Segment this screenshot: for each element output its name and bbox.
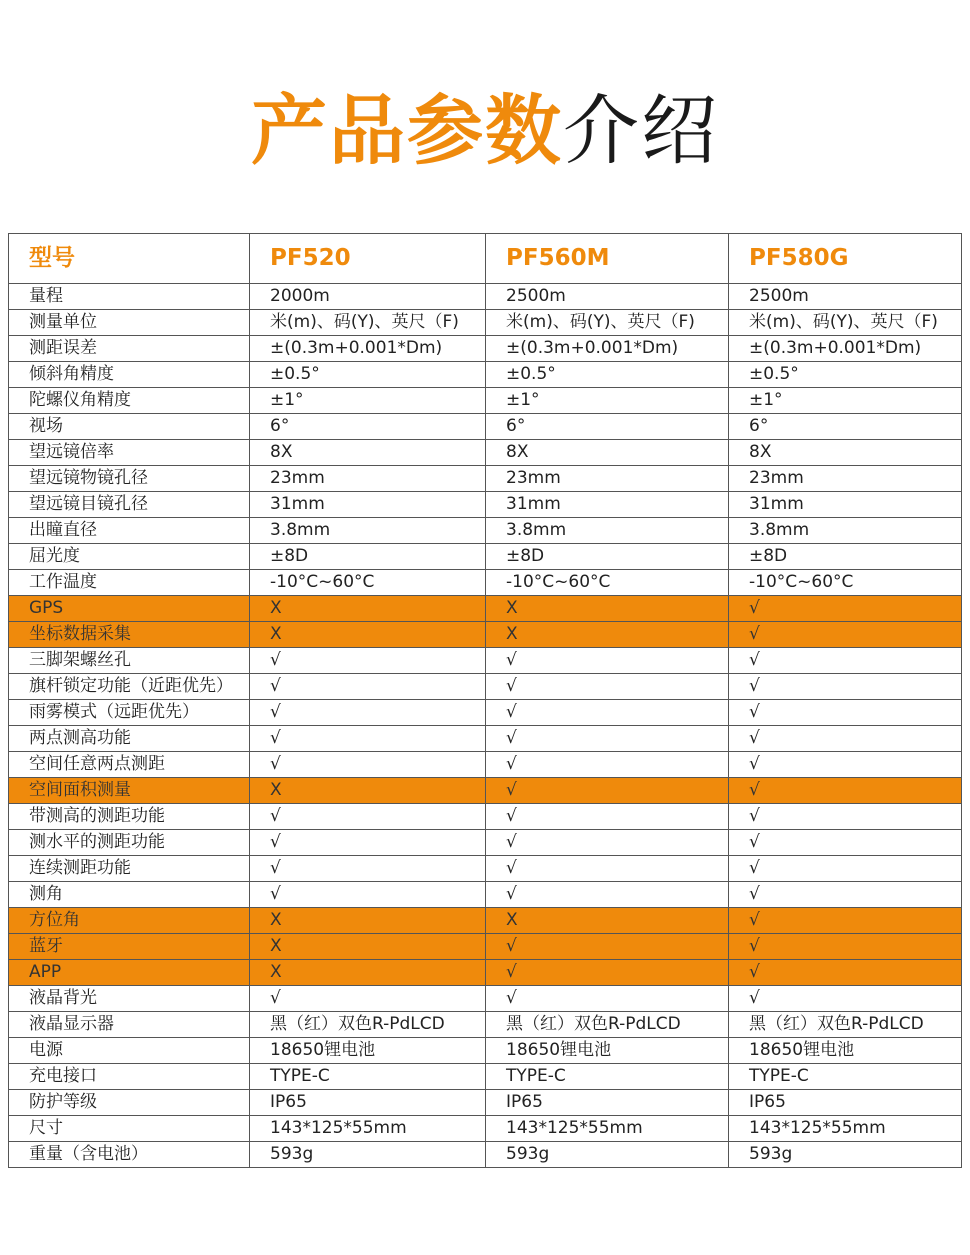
row-label-cell: 重量（含电池） (9, 1142, 250, 1168)
table-row (9, 986, 962, 1012)
row-value-cell: 2500m (486, 284, 729, 310)
row-value-cell: X (250, 908, 486, 934)
table-row (9, 934, 962, 960)
row-value-cell: √ (486, 960, 729, 986)
row-label-cell: 量程 (9, 284, 250, 310)
row-value-cell: ±0.5° (250, 362, 486, 388)
header-cell-model: PF580G (729, 234, 962, 284)
spec-table (8, 233, 962, 1168)
row-value-cell: 8X (250, 440, 486, 466)
row-value-cell: √ (486, 778, 729, 804)
row-value-cell: √ (729, 752, 962, 778)
row-value-cell: 143*125*55mm (250, 1116, 486, 1142)
row-value-cell: √ (729, 804, 962, 830)
row-value-cell: √ (486, 700, 729, 726)
row-value-cell: ±8D (486, 544, 729, 570)
table-row (9, 414, 962, 440)
row-label-cell: 空间任意两点测距 (9, 752, 250, 778)
row-value-cell: √ (250, 804, 486, 830)
table-row (9, 804, 962, 830)
row-label-cell: 液晶显示器 (9, 1012, 250, 1038)
row-value-cell: √ (250, 752, 486, 778)
row-value-cell: √ (250, 674, 486, 700)
table-row (9, 1142, 962, 1168)
spec-table-body (9, 234, 962, 1168)
row-value-cell: ±(0.3m+0.001*Dm) (250, 336, 486, 362)
header-cell-label: 型号 (9, 234, 250, 284)
row-value-cell: ±(0.3m+0.001*Dm) (486, 336, 729, 362)
table-row (9, 700, 962, 726)
row-label-cell: GPS (9, 596, 250, 622)
row-value-cell: IP65 (729, 1090, 962, 1116)
table-row (9, 856, 962, 882)
table-row (9, 726, 962, 752)
row-label-cell: 陀螺仪角精度 (9, 388, 250, 414)
table-row (9, 908, 962, 934)
row-label-cell: 连续测距功能 (9, 856, 250, 882)
row-value-cell: √ (486, 830, 729, 856)
row-value-cell: 2500m (729, 284, 962, 310)
row-value-cell: √ (729, 700, 962, 726)
row-value-cell: √ (250, 986, 486, 1012)
table-header-row (9, 234, 962, 284)
row-value-cell: 米(m)、码(Y)、英尺（F) (250, 310, 486, 336)
row-label-cell: 空间面积测量 (9, 778, 250, 804)
row-value-cell: -10°C~60°C (729, 570, 962, 596)
row-value-cell: √ (250, 648, 486, 674)
row-value-cell: 18650锂电池 (486, 1038, 729, 1064)
row-value-cell: ±1° (250, 388, 486, 414)
row-label-cell: 望远镜目镜孔径 (9, 492, 250, 518)
row-label-cell: 测距误差 (9, 336, 250, 362)
row-value-cell: √ (729, 986, 962, 1012)
row-label-cell: 方位角 (9, 908, 250, 934)
table-row (9, 310, 962, 336)
table-row (9, 440, 962, 466)
row-value-cell: IP65 (250, 1090, 486, 1116)
page-title-accent: 产品参数 (251, 86, 563, 175)
row-value-cell: 31mm (250, 492, 486, 518)
row-value-cell: ±0.5° (486, 362, 729, 388)
table-row (9, 1012, 962, 1038)
row-value-cell: √ (729, 856, 962, 882)
row-label-cell: 电源 (9, 1038, 250, 1064)
row-value-cell: 米(m)、码(Y)、英尺（F) (729, 310, 962, 336)
row-value-cell: √ (250, 882, 486, 908)
row-value-cell: IP65 (486, 1090, 729, 1116)
row-value-cell: √ (486, 856, 729, 882)
row-value-cell: √ (486, 804, 729, 830)
row-label-cell: 工作温度 (9, 570, 250, 596)
table-row (9, 518, 962, 544)
table-row (9, 596, 962, 622)
row-value-cell: √ (729, 830, 962, 856)
row-label-cell: 坐标数据采集 (9, 622, 250, 648)
row-value-cell: X (250, 778, 486, 804)
row-value-cell: √ (250, 726, 486, 752)
table-row (9, 778, 962, 804)
row-value-cell: √ (486, 648, 729, 674)
table-row (9, 388, 962, 414)
row-value-cell: √ (250, 700, 486, 726)
row-value-cell: √ (486, 674, 729, 700)
row-label-cell: 液晶背光 (9, 986, 250, 1012)
row-value-cell: 6° (729, 414, 962, 440)
row-value-cell: 143*125*55mm (729, 1116, 962, 1142)
header-cell-model: PF520 (250, 234, 486, 284)
table-row (9, 648, 962, 674)
table-row (9, 544, 962, 570)
table-row (9, 466, 962, 492)
row-label-cell: 充电接口 (9, 1064, 250, 1090)
row-label-cell: 屈光度 (9, 544, 250, 570)
row-value-cell: 23mm (250, 466, 486, 492)
row-value-cell: 593g (250, 1142, 486, 1168)
row-value-cell: 2000m (250, 284, 486, 310)
row-value-cell: √ (486, 726, 729, 752)
row-label-cell: 尺寸 (9, 1116, 250, 1142)
row-value-cell: 8X (486, 440, 729, 466)
row-value-cell: √ (729, 934, 962, 960)
row-value-cell: 143*125*55mm (486, 1116, 729, 1142)
row-label-cell: APP (9, 960, 250, 986)
table-row (9, 830, 962, 856)
row-value-cell: 23mm (486, 466, 729, 492)
row-value-cell: ±8D (729, 544, 962, 570)
row-value-cell: √ (729, 908, 962, 934)
row-label-cell: 防护等级 (9, 1090, 250, 1116)
row-value-cell: TYPE-C (729, 1064, 962, 1090)
row-value-cell: X (250, 960, 486, 986)
row-value-cell: 18650锂电池 (729, 1038, 962, 1064)
row-label-cell: 望远镜物镜孔径 (9, 466, 250, 492)
row-value-cell: X (486, 908, 729, 934)
row-label-cell: 出瞳直径 (9, 518, 250, 544)
page-title-rest: 介绍 (563, 86, 719, 175)
table-row (9, 1090, 962, 1116)
row-value-cell: 3.8mm (250, 518, 486, 544)
row-value-cell: √ (486, 986, 729, 1012)
row-value-cell: -10°C~60°C (486, 570, 729, 596)
row-value-cell: √ (729, 960, 962, 986)
table-row (9, 674, 962, 700)
row-value-cell: 31mm (486, 492, 729, 518)
row-label-cell: 望远镜倍率 (9, 440, 250, 466)
row-label-cell: 测水平的测距功能 (9, 830, 250, 856)
table-row (9, 1038, 962, 1064)
row-label-cell: 测角 (9, 882, 250, 908)
row-value-cell: ±8D (250, 544, 486, 570)
row-value-cell: ±0.5° (729, 362, 962, 388)
row-value-cell: √ (250, 830, 486, 856)
table-row (9, 752, 962, 778)
table-row (9, 882, 962, 908)
table-row (9, 492, 962, 518)
row-value-cell: X (250, 596, 486, 622)
row-label-cell: 带测高的测距功能 (9, 804, 250, 830)
table-row (9, 284, 962, 310)
row-value-cell: √ (250, 856, 486, 882)
row-value-cell: ±1° (729, 388, 962, 414)
row-value-cell: X (486, 596, 729, 622)
row-value-cell: √ (729, 778, 962, 804)
row-value-cell: √ (729, 674, 962, 700)
row-value-cell: √ (486, 882, 729, 908)
header-cell-model: PF560M (486, 234, 729, 284)
row-value-cell: √ (729, 882, 962, 908)
row-value-cell: 23mm (729, 466, 962, 492)
row-value-cell: 3.8mm (729, 518, 962, 544)
row-value-cell: 6° (486, 414, 729, 440)
row-value-cell: X (250, 934, 486, 960)
row-label-cell: 蓝牙 (9, 934, 250, 960)
table-row (9, 362, 962, 388)
table-row (9, 960, 962, 986)
row-label-cell: 三脚架螺丝孔 (9, 648, 250, 674)
row-value-cell: 米(m)、码(Y)、英尺（F) (486, 310, 729, 336)
row-label-cell: 两点测高功能 (9, 726, 250, 752)
row-value-cell: 黑（红）双色R-PdLCD (486, 1012, 729, 1038)
row-value-cell: √ (729, 726, 962, 752)
row-label-cell: 雨雾模式（远距优先） (9, 700, 250, 726)
row-value-cell: √ (729, 596, 962, 622)
table-row (9, 336, 962, 362)
page-title (0, 86, 970, 176)
row-value-cell: TYPE-C (486, 1064, 729, 1090)
row-value-cell: 黑（红）双色R-PdLCD (250, 1012, 486, 1038)
row-label-cell: 倾斜角精度 (9, 362, 250, 388)
row-value-cell: √ (486, 752, 729, 778)
row-value-cell: 31mm (729, 492, 962, 518)
table-row (9, 1116, 962, 1142)
row-value-cell: -10°C~60°C (250, 570, 486, 596)
row-label-cell: 旗杆锁定功能（近距优先） (9, 674, 250, 700)
row-value-cell: 3.8mm (486, 518, 729, 544)
row-value-cell: X (486, 622, 729, 648)
row-label-cell: 测量单位 (9, 310, 250, 336)
row-value-cell: 593g (486, 1142, 729, 1168)
row-value-cell: TYPE-C (250, 1064, 486, 1090)
row-value-cell: √ (729, 648, 962, 674)
row-value-cell: X (250, 622, 486, 648)
row-value-cell: ±1° (486, 388, 729, 414)
row-value-cell: 6° (250, 414, 486, 440)
row-label-cell: 视场 (9, 414, 250, 440)
row-value-cell: 18650锂电池 (250, 1038, 486, 1064)
table-row (9, 622, 962, 648)
row-value-cell: 8X (729, 440, 962, 466)
row-value-cell: 黑（红）双色R-PdLCD (729, 1012, 962, 1038)
row-value-cell: ±(0.3m+0.001*Dm) (729, 336, 962, 362)
table-row (9, 1064, 962, 1090)
table-row (9, 570, 962, 596)
row-value-cell: √ (729, 622, 962, 648)
row-value-cell: √ (486, 934, 729, 960)
row-value-cell: 593g (729, 1142, 962, 1168)
